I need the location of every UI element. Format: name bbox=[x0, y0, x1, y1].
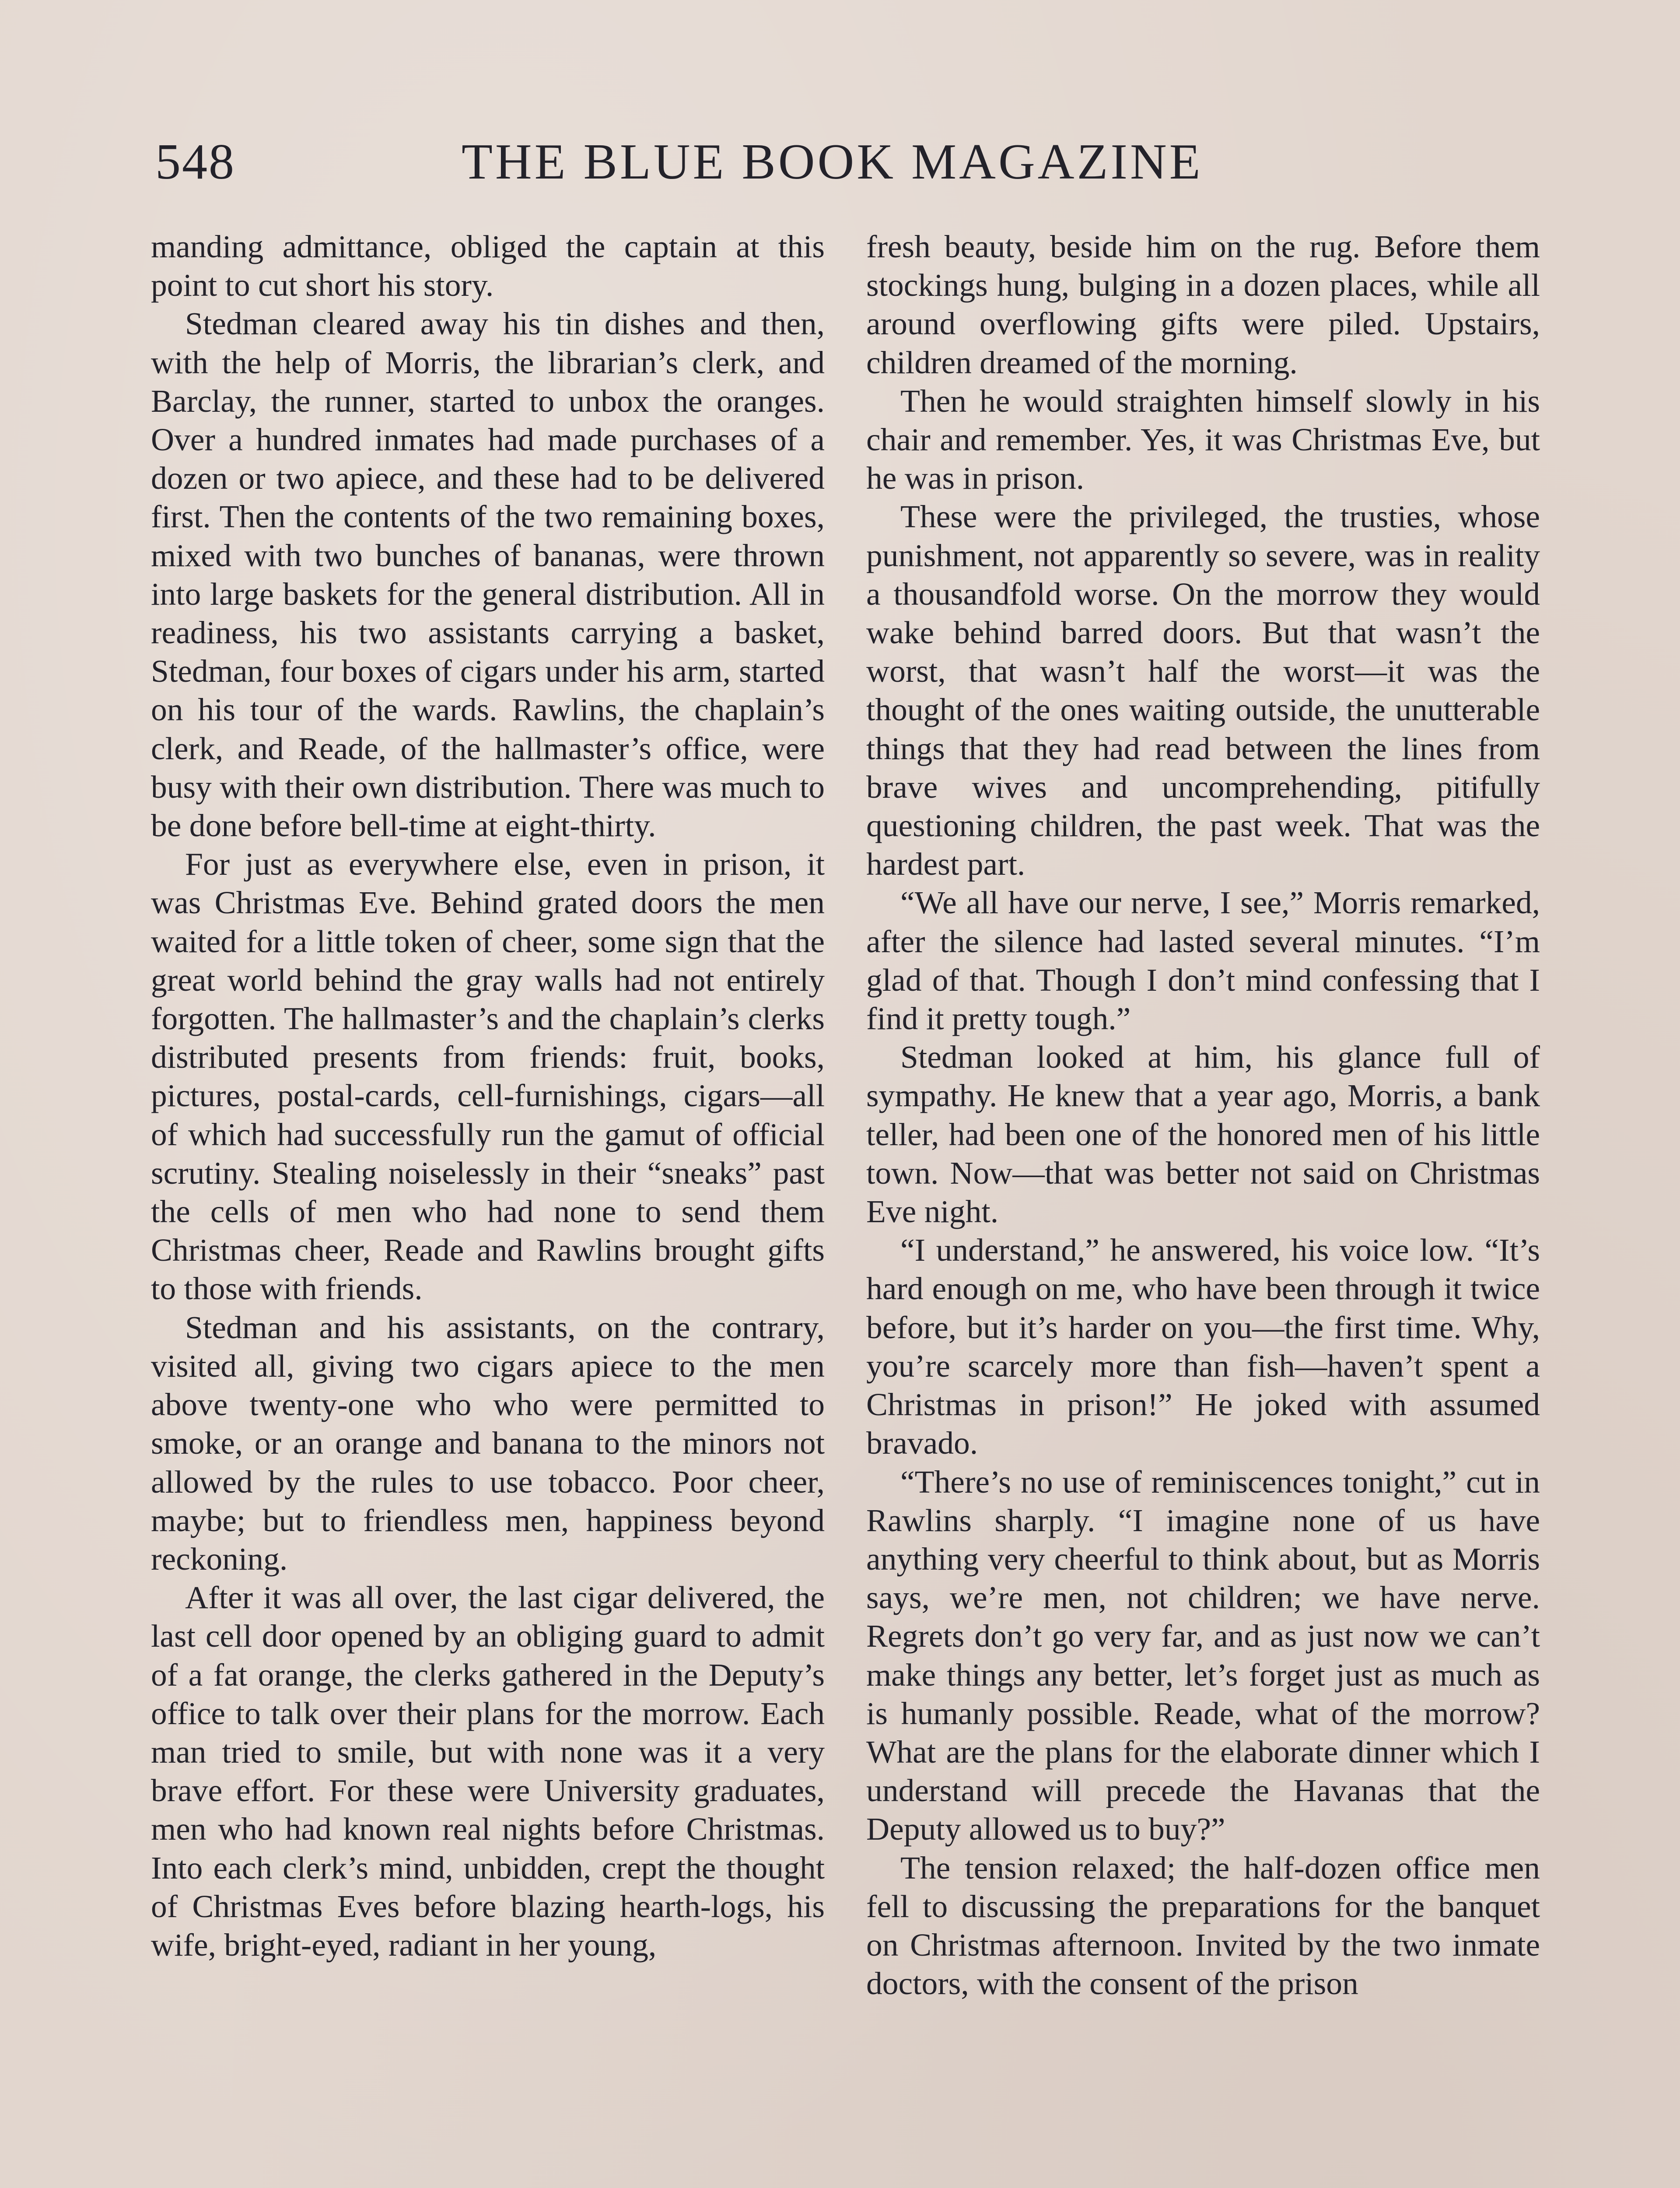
paragraph: Then he would straighten himself slowly in his chair and remember. Yes, it was Christmas Eve, but he was in prison. bbox=[866, 383, 1540, 496]
paragraph: These were the privileged, the trusties, whose punishment, not apparently so severe, was in reality a thousandfold worse. On the morrow they would wake behind barred doors. But that wasn’t the worst, that wasn’t half the worst—it was the thought of the ones waiting outside, the unutterable things that they had read between the lines from brave wives and uncomprehending, pitifully questioning children, the past week. That was the hardest part. bbox=[866, 499, 1540, 882]
left-text-column bbox=[151, 228, 825, 1964]
paragraph: For just as everywhere else, even in prison, it was Christmas Eve. Behind grated doors the men waited for a little token of cheer, some sign that the great world behind the gray walls had not entirely forgotten. The hallmaster’s and the chaplain’s clerks distributed presents from friends: fruit, books, pictures, postal-cards, cell-furnishings, cigars—all of which had successfully run the gamut of official scrutiny. Stealing noiselessly in their “sneaks” past the cells of men who had none to send them Christmas cheer, Reade and Rawlins brought gifts to those with friends. bbox=[151, 846, 825, 1307]
right-text-column bbox=[866, 228, 1540, 2003]
paragraph: “I understand,” he answered, his voice low. “It’s hard enough on me, who have been through it twice before, but it’s harder on you—the first time. Why, you’re scarcely more than fish—haven’t spent a Christmas in prison!” He joked with assumed bravado. bbox=[866, 1232, 1540, 1461]
page-number: 548 bbox=[155, 134, 235, 190]
paragraph: The tension relaxed; the half-dozen office men fell to discussing the preparations for the banquet on Christmas afternoon. Invited by the two inmate doctors, with the consent of the prison bbox=[866, 1850, 1540, 2002]
paragraph: After it was all over, the last cigar delivered, the last cell door opened by an obliging guard to admit of a fat orange, the clerks gathered in the Deputy’s office to talk over their plans for the morrow. Each man tried to smile, but with none was it a very brave effort. For these were University graduates, men who had known real nights before Christmas. Into each clerk’s mind, unbidden, crept the thought of Christmas Eves before blazing hearth-logs, his wife, bright-eyed, radiant in her young, bbox=[151, 1580, 825, 1963]
paragraph: “We all have our nerve, I see,” Morris remarked, after the silence had lasted several minutes. “I’m glad of that. Though I don’t mind confessing that I find it pretty tough.” bbox=[866, 885, 1540, 1037]
paragraph: Stedman cleared away his tin dishes and then, with the help of Morris, the librarian’s clerk, and Barclay, the runner, started to unbox the oranges. Over a hundred inmates had made purchases of a dozen or two apiece, and these had to be delivered first. Then the contents of the two remaining boxes, mixed with two bunches of bananas, were thrown into large baskets for the general distribution. All in readiness, his two assistants carrying a basket, Stedman, four boxes of cigars under his arm, started on his tour of the wards. Rawlins, the chaplain’s clerk, and Reade, of the hallmaster’s office, were busy with their own distribution. There was much to be done before bell-time at eight-thirty. bbox=[151, 306, 825, 844]
paragraph: Stedman looked at him, his glance full of sympathy. He knew that a year ago, Morris, a bank teller, had been one of the honored men of his little town. Now—that was better not said on Christmas Eve night. bbox=[866, 1039, 1540, 1230]
paragraph: “There’s no use of reminiscences tonight,” cut in Rawlins sharply. “I imagine none of us have anything very cheerful to think about, but as Morris says, we’re men, not children; we have nerve. Regrets don’t go very far, and as just now we can’t make things any better, let’s forget just as much as is humanly possible. Reade, what of the morrow? What are the plans for the elaborate dinner which I understand will precede the Havanas that the Deputy allowed us to buy?” bbox=[866, 1464, 1540, 1847]
paragraph: Stedman and his assistants, on the contrary, visited all, giving two cigars apiece to the men above twenty-one who who were permitted to smoke, or an orange and banana to the minors not allowed by the rules to use tobacco. Poor cheer, maybe; but to friendless men, happiness beyond reckoning. bbox=[151, 1309, 825, 1577]
running-header bbox=[155, 129, 1238, 195]
paragraph: fresh beauty, beside him on the rug. Before them stockings hung, bulging in a dozen places, while all around overflowing gifts were piled. Upstairs, children dreamed of the morning. bbox=[866, 229, 1540, 380]
magazine-title: THE BLUE BOOK MAGAZINE bbox=[462, 134, 1203, 190]
paragraph: manding admittance, obliged the captain at this point to cut short his story. bbox=[151, 229, 825, 303]
